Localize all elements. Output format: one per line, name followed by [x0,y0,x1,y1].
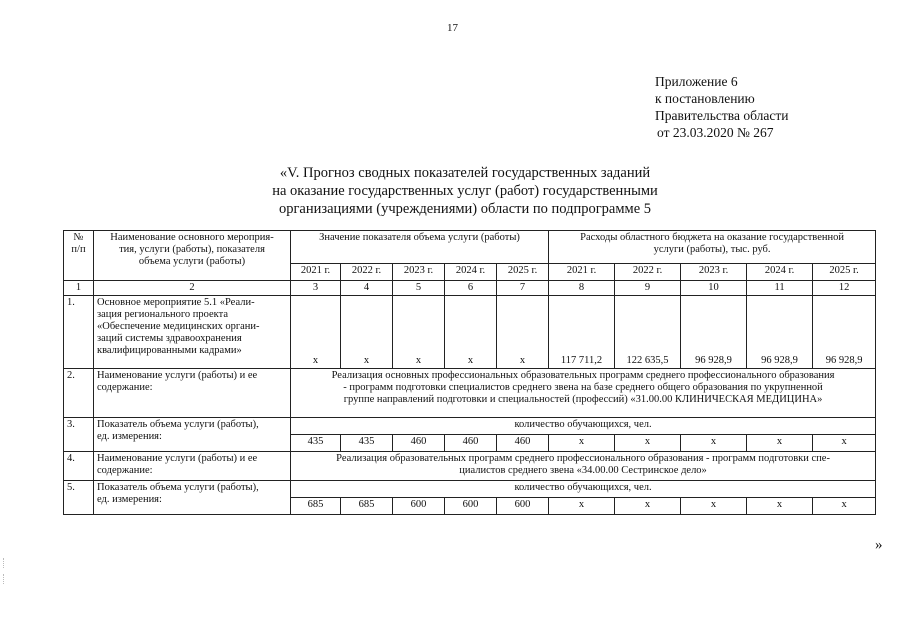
row-name: Наименование услуги (работы) и ее содержание: [94,452,291,481]
col-number: 6 [445,281,497,296]
col-number: 4 [341,281,393,296]
value-cell: 96 928,9 [813,296,876,369]
year-cell: 2023 г. [681,264,747,281]
row-name: Наименование услуги (работы) и ее содержание: [94,369,291,418]
value-cell: 600 [393,498,445,515]
col-number: 12 [813,281,876,296]
col-number: 1 [64,281,94,296]
service-description: Реализация основных профессиональных образовательных программ среднего профессионального образования - программ подготовки специалистов среднего звена на базе среднего общего образования по укрупненной группе направлений подготовки и специальностей (профессий) «31.00.00 КЛИНИЧЕСКАЯ МЕДИЦИНА» [291,369,876,418]
page-number: 17 [447,22,458,34]
year-cell: 2021 г. [291,264,341,281]
table-row [64,369,876,418]
header-num: № п/п [64,231,94,281]
value-cell: х [747,435,813,452]
scan-edge-mark [3,574,7,584]
value-cell: х [549,498,615,515]
appendix-block [655,73,788,141]
header-expenses: Расходы областного бюджета на оказание государственной услуги (работы), тыс. руб. [549,231,876,264]
title-line: на оказание государственных услуг (работ) государственными [272,183,658,199]
value-cell: 96 928,9 [681,296,747,369]
value-cell: 96 928,9 [747,296,813,369]
value-cell: х [341,296,393,369]
title-line: «V. Прогноз сводных показателей государственных заданий [279,165,651,181]
table-row [64,418,876,435]
year-cell: 2025 г. [497,264,549,281]
value-cell: х [497,296,549,369]
col-number: 8 [549,281,615,296]
unit-label: количество обучающихся, чел. [291,481,876,498]
closing-quote: » [875,537,883,553]
col-number: 9 [615,281,681,296]
col-number: 3 [291,281,341,296]
year-cell: 2022 г. [341,264,393,281]
year-cell: 2024 г. [747,264,813,281]
value-cell: 117 711,2 [549,296,615,369]
year-cell: 2024 г. [445,264,497,281]
value-cell: х [681,498,747,515]
value-cell: х [291,296,341,369]
table-row [64,481,876,498]
value-cell: х [681,435,747,452]
col-number: 11 [747,281,813,296]
col-number: 5 [393,281,445,296]
col-number: 7 [497,281,549,296]
row-number: 1. [64,296,94,369]
value-cell: х [813,435,876,452]
year-cell: 2022 г. [615,264,681,281]
value-cell: х [615,498,681,515]
year-cell: 2025 г. [813,264,876,281]
appendix-line: к постановлению [655,91,755,106]
row-name: Основное мероприятие 5.1 «Реали- зация регионального проекта «Обеспечение медицинских органи- заций системы здравоохранения квалифицированными кадрами» [94,296,291,369]
scan-edge-mark [3,558,7,568]
value-cell: 435 [291,435,341,452]
row-number: 3. [64,418,94,452]
value-cell: х [549,435,615,452]
header-name: Наименование основного мероприя- тия, услуги (работы), показателя объема услуги (работы) [94,231,291,281]
row-number: 5. [64,481,94,515]
row-number: 2. [64,369,94,418]
value-cell: 122 635,5 [615,296,681,369]
year-cell: 2021 г. [549,264,615,281]
table-header-row [64,231,876,264]
row-number: 4. [64,452,94,481]
header-indicator: Значение показателя объема услуги (работы) [291,231,549,264]
document-title [0,164,905,218]
appendix-line: Правительства области [655,108,789,123]
value-cell: х [813,498,876,515]
col-number: 2 [94,281,291,296]
appendix-line: от 23.03.2020 № 267 [657,125,774,140]
value-cell: 600 [445,498,497,515]
forecast-table [63,230,876,515]
value-cell: х [445,296,497,369]
appendix-line: Приложение 6 [655,74,738,89]
value-cell: 460 [497,435,549,452]
table-row [64,452,876,481]
service-description: Реализация образовательных программ среднего профессионального образования - программ подготовки спе- циалистов среднего звена «34.00.00 Сестринское дело» [291,452,876,481]
value-cell: х [393,296,445,369]
table-row [64,296,876,369]
unit-label: количество обучающихся, чел. [291,418,876,435]
value-cell: 600 [497,498,549,515]
value-cell: 685 [291,498,341,515]
row-name: Показатель объема услуги (работы), ед. измерения: [94,418,291,452]
value-cell: 460 [393,435,445,452]
value-cell: 460 [445,435,497,452]
row-name: Показатель объема услуги (работы), ед. измерения: [94,481,291,515]
column-numbers-row [64,281,876,296]
title-line: организациями (учреждениями) области по подпрограмме 5 [278,201,652,217]
year-cell: 2023 г. [393,264,445,281]
value-cell: х [747,498,813,515]
value-cell: 685 [341,498,393,515]
col-number: 10 [681,281,747,296]
value-cell: 435 [341,435,393,452]
value-cell: х [615,435,681,452]
